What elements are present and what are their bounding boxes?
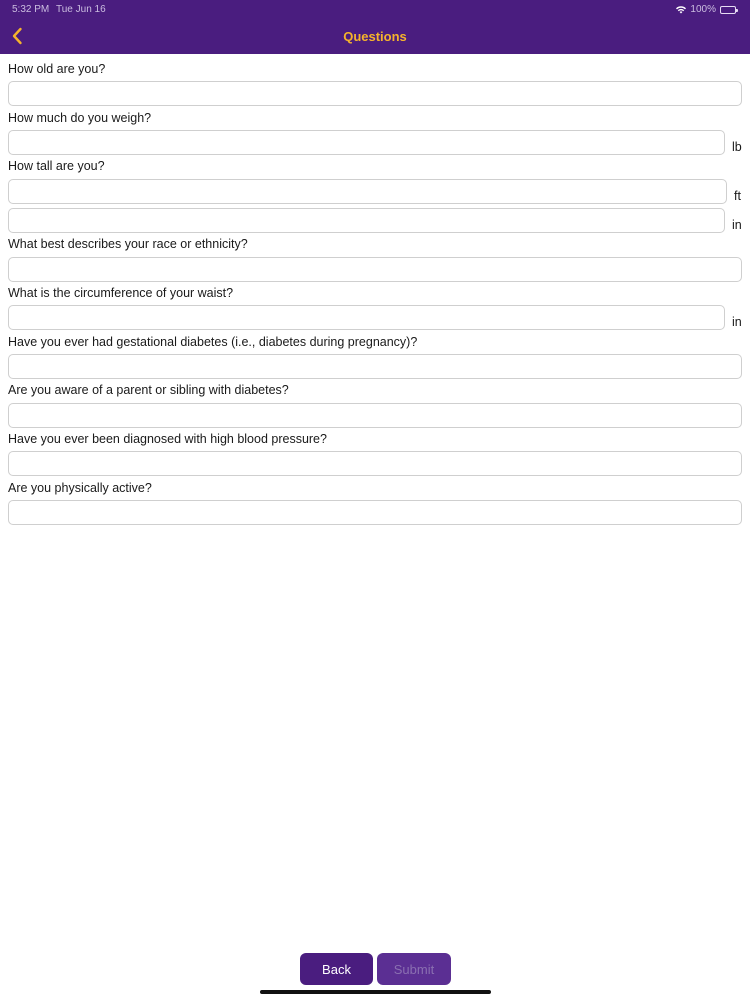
question-age-label: How old are you? xyxy=(8,62,106,76)
family-diabetes-input[interactable] xyxy=(8,403,742,428)
status-time: 5:32 PM xyxy=(12,4,50,15)
height-feet-input[interactable] xyxy=(8,179,727,204)
waist-unit: in xyxy=(732,315,742,329)
height-feet-unit: ft xyxy=(734,189,741,203)
gestational-diabetes-input[interactable] xyxy=(8,354,742,379)
nav-bar xyxy=(0,0,750,54)
status-bar xyxy=(0,0,750,18)
question-gestational-label: Have you ever had gestational diabetes (i.e., diabetes during pregnancy)? xyxy=(8,335,418,349)
home-indicator xyxy=(260,990,491,994)
height-inches-input[interactable] xyxy=(8,208,725,233)
weight-unit: lb xyxy=(732,140,742,154)
back-button[interactable]: Back xyxy=(300,953,373,985)
blood-pressure-input[interactable] xyxy=(8,451,742,476)
question-family-label: Are you aware of a parent or sibling with diabetes? xyxy=(8,383,289,397)
status-date: Tue Jun 16 xyxy=(56,4,106,15)
question-height-label: How tall are you? xyxy=(8,159,105,173)
wifi-icon xyxy=(676,6,686,14)
page-title: Questions xyxy=(343,29,407,44)
submit-button[interactable]: Submit xyxy=(377,953,451,985)
height-inches-unit: in xyxy=(732,218,742,232)
question-race-label: What best describes your race or ethnicity? xyxy=(8,237,248,251)
battery-percent: 100% xyxy=(690,4,716,15)
age-input[interactable] xyxy=(8,81,742,106)
question-blood-pressure-label: Have you ever been diagnosed with high blood pressure? xyxy=(8,432,327,446)
weight-input[interactable] xyxy=(8,130,725,155)
physical-activity-input[interactable] xyxy=(8,500,742,525)
waist-input[interactable] xyxy=(8,305,725,330)
race-ethnicity-input[interactable] xyxy=(8,257,742,282)
status-right xyxy=(676,4,736,15)
question-weight-label: How much do you weigh? xyxy=(8,111,152,125)
question-activity-label: Are you physically active? xyxy=(8,481,152,495)
battery-icon xyxy=(720,6,736,14)
question-waist-label: What is the circumference of your waist? xyxy=(8,286,234,300)
